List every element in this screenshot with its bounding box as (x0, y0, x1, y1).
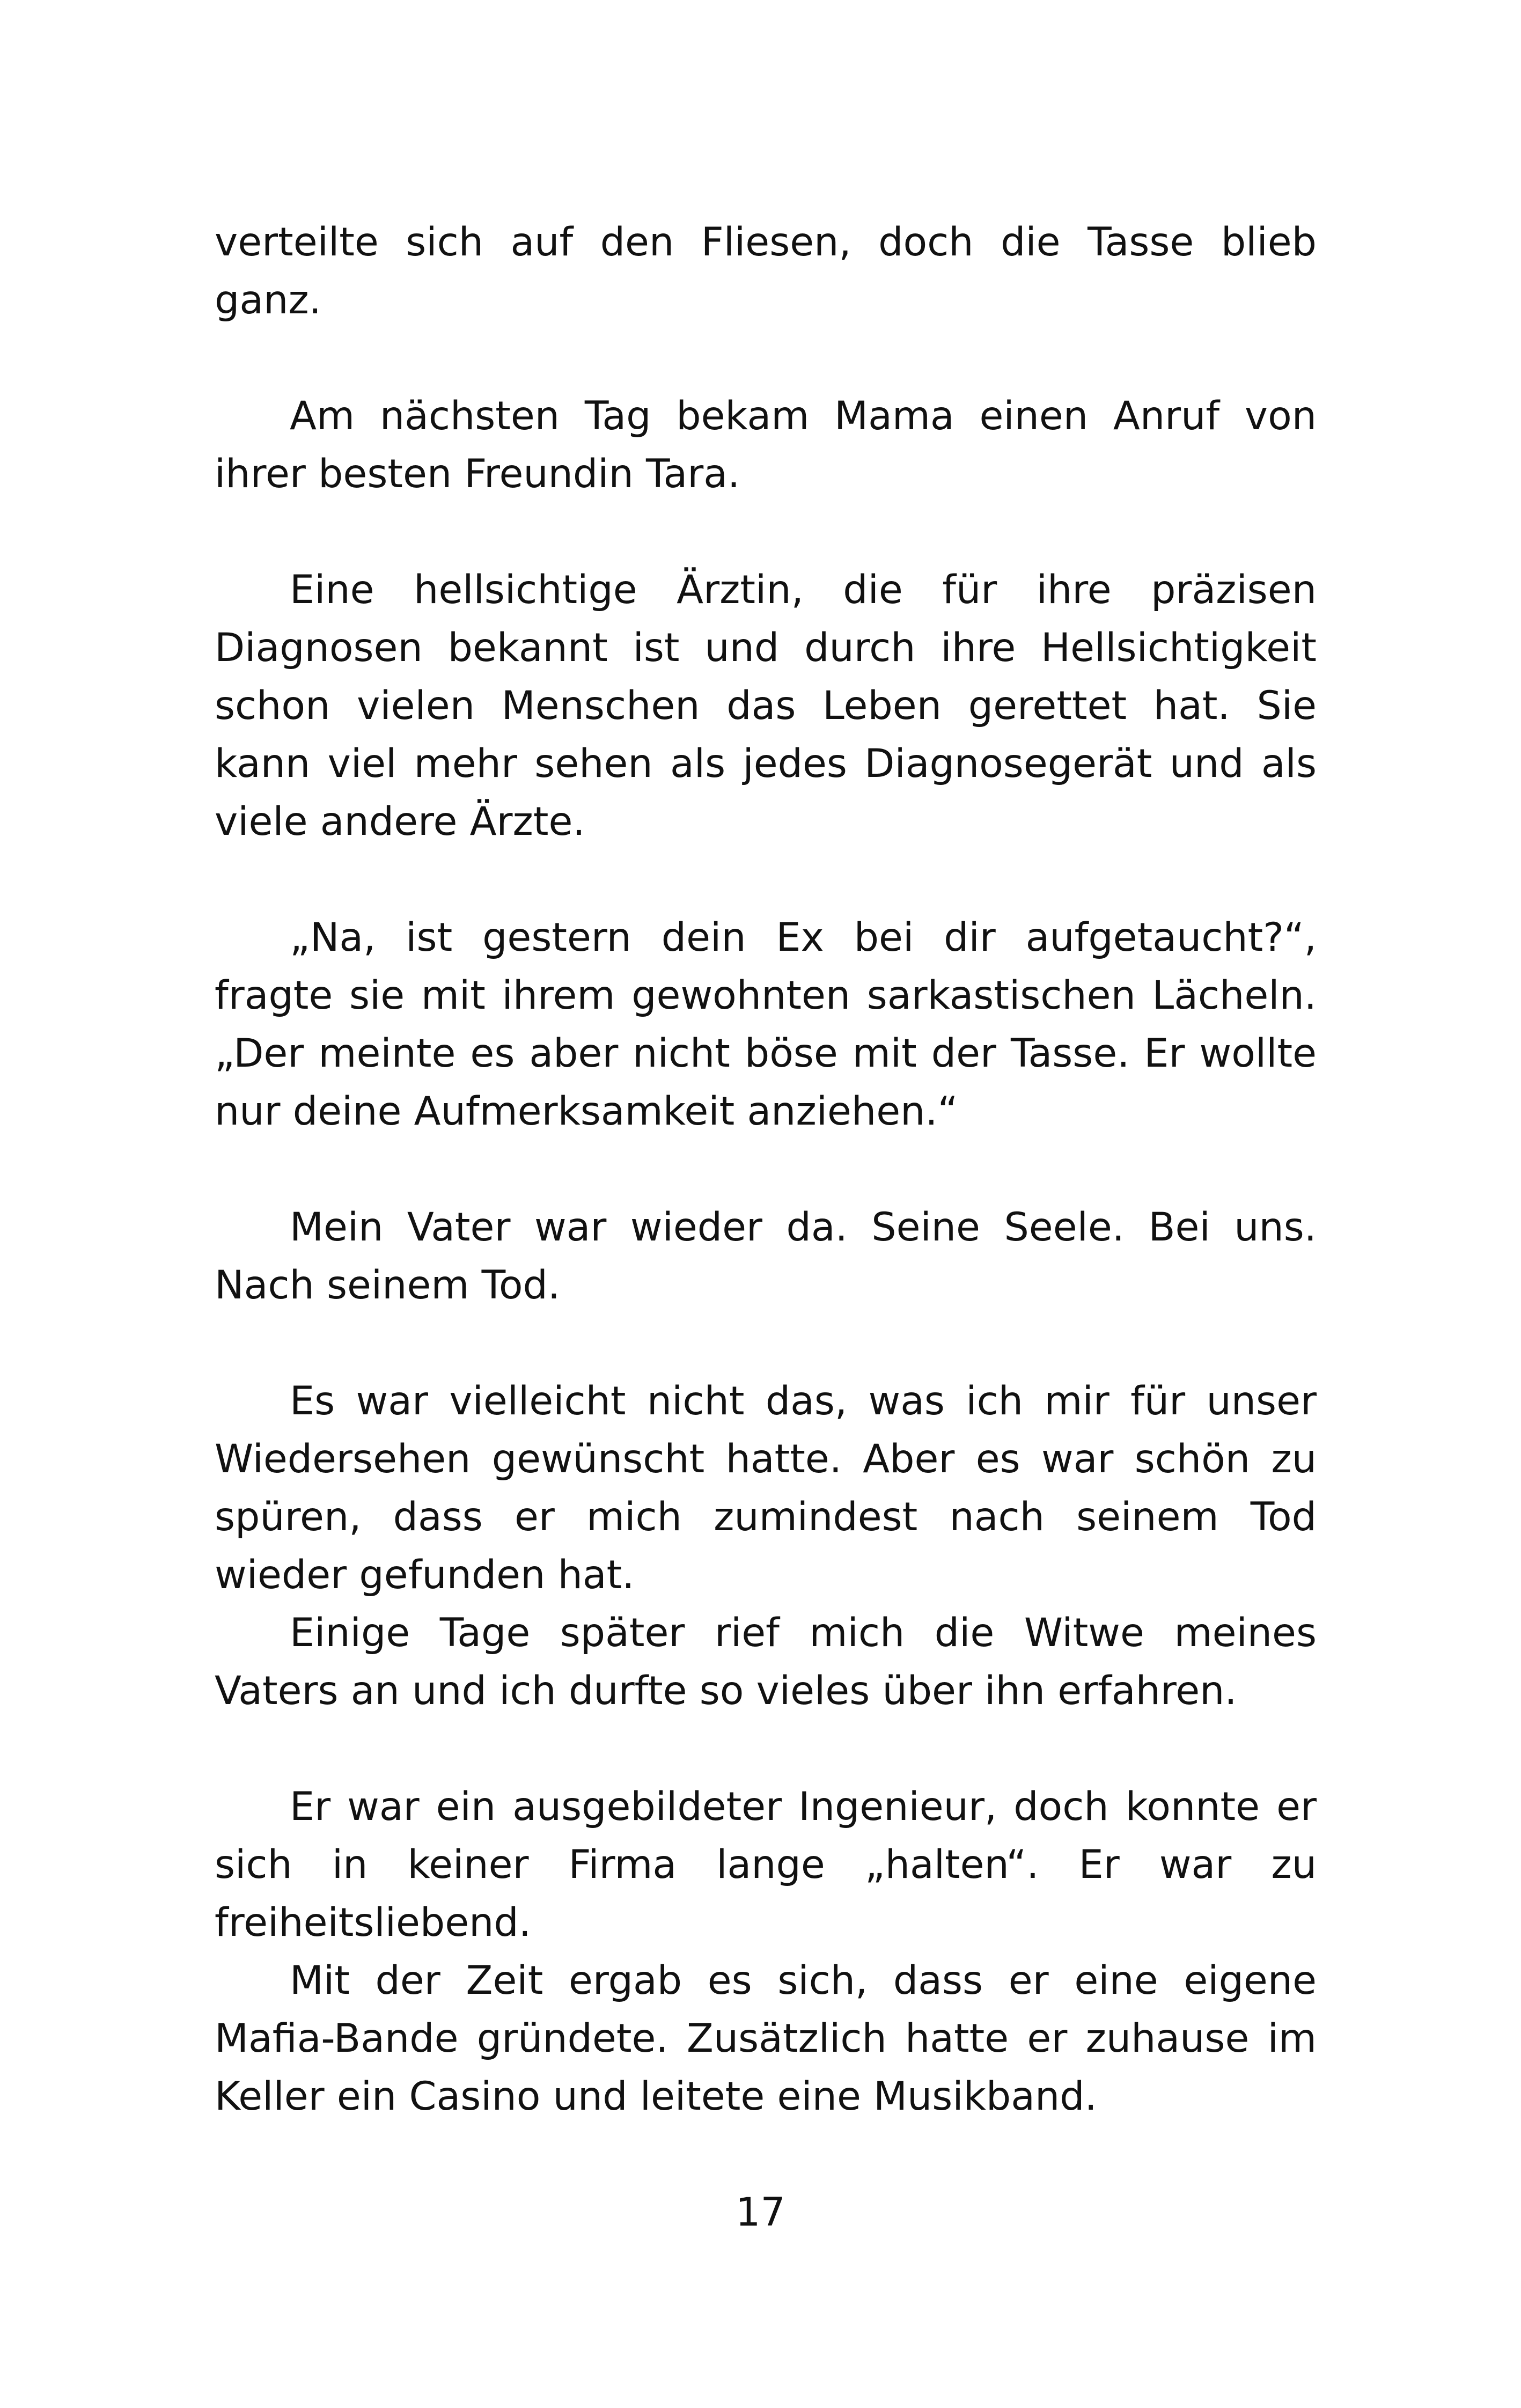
paragraph-1: verteilte sich auf den Fliesen, doch die Tasse blieb ganz. (215, 219, 1317, 323)
paragraph-7: Einige Tage später rief mich die Witwe meines Vaters an und ich durfte so vieles über ihn erfahren. (215, 1610, 1317, 1714)
body-text (215, 214, 1317, 2126)
paragraph-4: „Na, ist gestern dein Ex bei dir aufgetaucht?“, fragte sie mit ihrem gewohnten sarkastischen Lächeln. „Der meinte es aber nicht böse mit der Tasse. Er wollte nur deine Aufmerksamkeit anziehen.“ (215, 915, 1317, 1134)
paragraph-3: Eine hellsichtige Ärztin, die für ihre präzisen Diagnosen bekannt ist und durch ihre Hellsichtigkeit schon vielen Menschen das Leben gerettet hat. Sie kann viel mehr sehen als jedes Diagnosegerät und als viele andere Ärzte. (215, 567, 1317, 845)
paragraph-9: Mit der Zeit ergab es sich, dass er eine eigene Mafia-Bande gründete. Zusätzlich hatte er zuhause im Keller ein Casino und leitete eine Musikband. (215, 1958, 1317, 2119)
page-number: 17 (736, 2190, 785, 2235)
paragraph-8: Er war ein ausgebildeter Ingenieur, doch konnte er sich in keiner Firma lange „halten“. Er war zu freiheitsliebend. (215, 1784, 1317, 1946)
paragraph-6: Es war vielleicht nicht das, was ich mir für unser Wiedersehen gewünscht hatte. Aber es war schön zu spüren, dass er mich zumindest nach seinem Tod wieder gefunden hat. (215, 1378, 1317, 1598)
paragraph-5: Mein Vater war wieder da. Seine Seele. Bei uns. Nach seinem Tod. (215, 1205, 1317, 1308)
paragraph-2: Am nächsten Tag bekam Mama einen Anruf von ihrer besten Freundin Tara. (215, 393, 1317, 497)
